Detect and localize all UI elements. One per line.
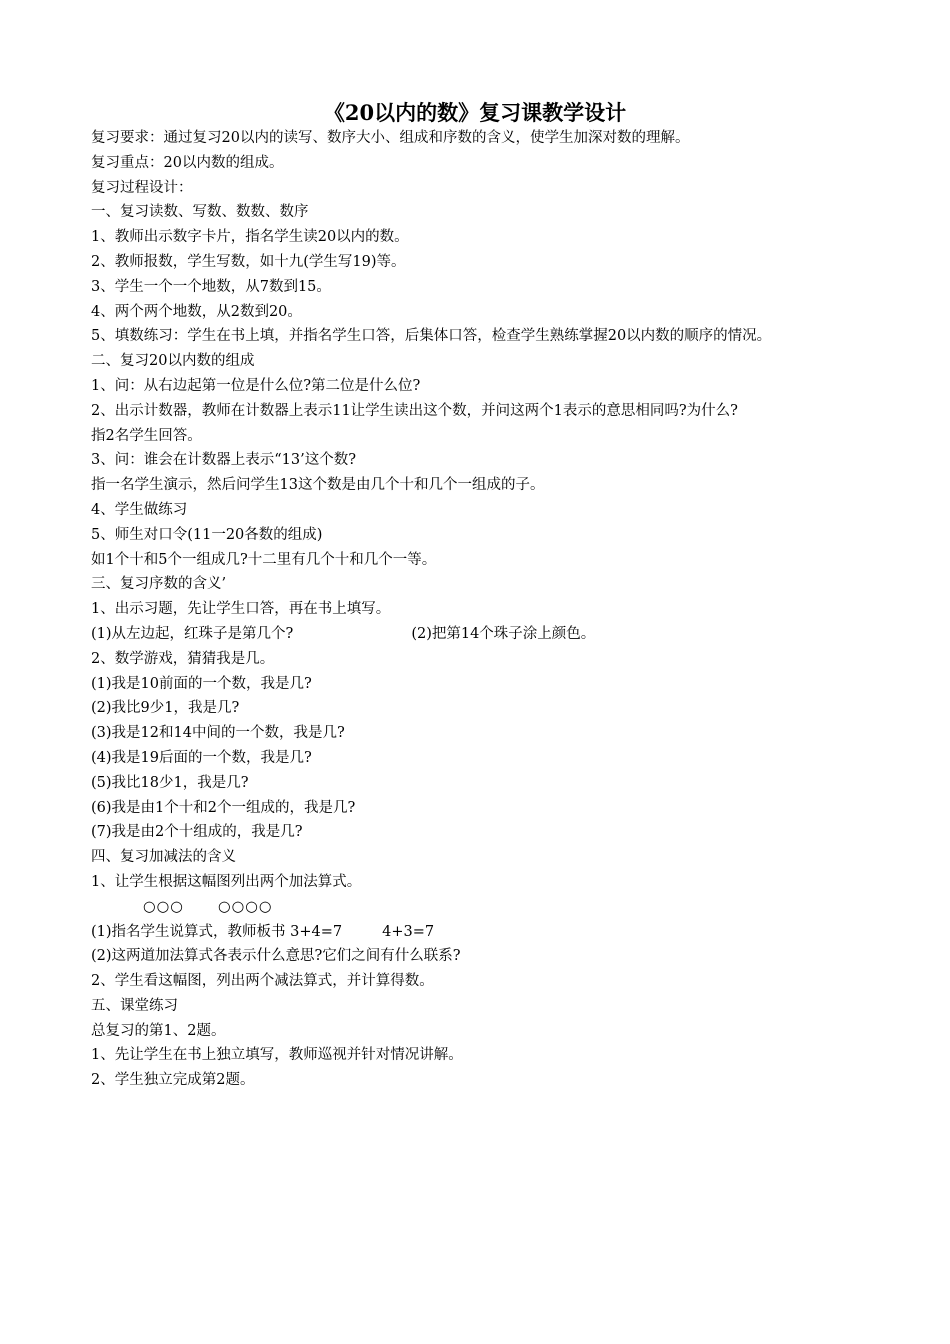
text-line: 2、数学游戏，猜猜我是几。 xyxy=(91,650,275,667)
section-heading: 二、复习20以内数的组成 xyxy=(91,353,255,370)
circle-figure xyxy=(91,895,921,920)
text-line: 总复习的第1、2题。 xyxy=(91,1022,226,1039)
text-line: 1、先让学生在书上独立填写，教师巡视并针对情况讲解。 xyxy=(91,1047,463,1064)
formula-second: 4+3=7 xyxy=(382,923,435,940)
section-heading: 五、课堂练习 xyxy=(91,997,178,1014)
text-line: 复习要求：通过复习20以内的读写、数序大小、组成和序数的含义，使学生加深对数的理解。 xyxy=(91,130,690,146)
text-line: (6)我是由1个十和2个一组成的，我是几? xyxy=(91,799,356,816)
split-line xyxy=(91,622,921,647)
text-line: 5、师生对口令(11一20各数的组成) xyxy=(91,526,323,543)
text-line: 5、填数练习：学生在书上填，并指名学生口答，后集体口答，检查学生熟练掌握20以内数的顺序的情况。 xyxy=(91,328,772,345)
text-line: (5)我比18少1，我是几? xyxy=(91,774,249,791)
text-line: (4)我是19后面的一个数，我是几? xyxy=(91,749,312,766)
text-line: (2)这两道加法算式各表示什么意思?它们之间有什么联系? xyxy=(91,948,461,965)
text-line: 3、问：谁会在计数器上表示“13’这个数? xyxy=(91,452,356,469)
document-title: 《20以内的数》复习课教学设计 xyxy=(323,100,627,125)
text-line: 1、教师出示数字卡片，指名学生读20以内的数。 xyxy=(91,229,409,246)
document-body xyxy=(91,126,921,1093)
text-line: (7)我是由2个十组成的，我是几? xyxy=(91,824,303,841)
section-heading: 一、复习读数、写数、数数、数序 xyxy=(91,204,309,221)
formula-text: (1)指名学生说算式，教师板书 3+4=7 xyxy=(91,923,343,940)
section-heading: 四、复习加减法的含义 xyxy=(91,849,236,866)
text-line: 4、学生做练习 xyxy=(91,501,188,518)
formula-line xyxy=(91,920,921,945)
text-line: 指2名学生回答。 xyxy=(91,427,202,444)
text-line: (3)我是12和14中间的一个数，我是几? xyxy=(91,725,345,742)
text-line: 4、两个两个地数，从2数到20。 xyxy=(91,303,302,320)
circle-group-2: ○○○○ xyxy=(217,898,273,915)
text-line: 3、学生一个一个地数，从7数到15。 xyxy=(91,278,331,295)
text-line: 2、学生看这幅图，列出两个减法算式，并计算得数。 xyxy=(91,973,434,990)
text-line: 复习过程设计： xyxy=(91,179,193,196)
text-line: 如1个十和5个一组成几?十二里有几个十和几个一等。 xyxy=(91,551,437,568)
text-line: 2、学生独立完成第2题。 xyxy=(91,1072,255,1089)
section-heading: 三、复习序数的含义’ xyxy=(91,576,227,593)
text-line: 复习重点：20以内数的组成。 xyxy=(91,154,284,171)
circle-group-1: ○○○ xyxy=(143,898,184,915)
text-line: (1)我是10前面的一个数，我是几? xyxy=(91,675,312,692)
text-line: 1、出示习题，先让学生口答，再在书上填写。 xyxy=(91,601,391,618)
split-line-left: (1)从左边起，红珠子是第几个? xyxy=(91,625,294,642)
text-line: 1、让学生根据这幅图列出两个加法算式。 xyxy=(91,873,362,890)
split-line-right: (2)把第14个珠子涂上颜色。 xyxy=(411,625,596,642)
text-line: (2)我比9少1，我是几? xyxy=(91,700,240,717)
text-line: 2、教师报数，学生写数，如十九(学生写19)等。 xyxy=(91,253,406,270)
text-line: 1、问：从右边起第一位是什么位?第二位是什么位? xyxy=(91,377,421,394)
text-line: 指一名学生演示，然后问学生13这个数是由几个十和几个一组成的子。 xyxy=(91,477,545,494)
text-line: 2、出示计数器，教师在计数器上表示11让学生读出这个数，并问这两个1表示的意思相同吗?为什么? xyxy=(91,402,738,419)
